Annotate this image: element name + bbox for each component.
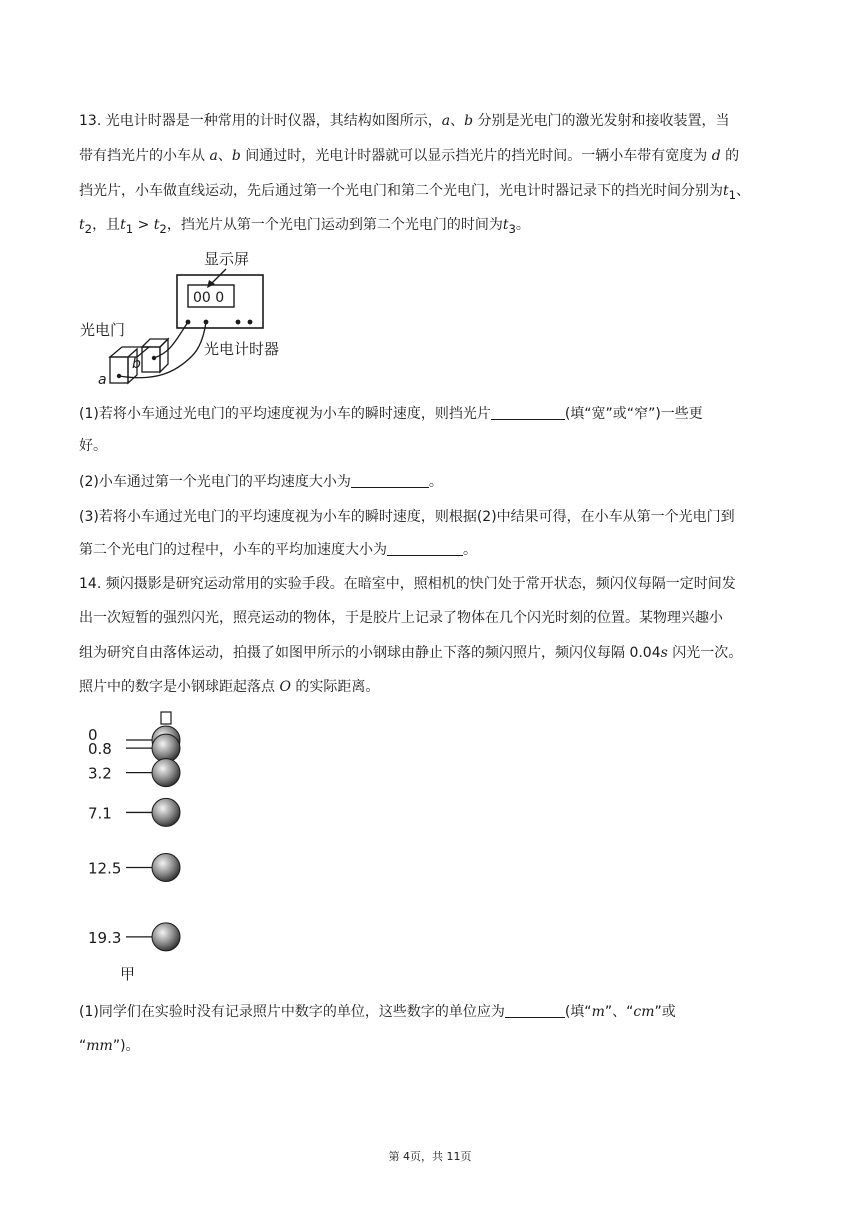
- q13-text: 的: [720, 148, 740, 164]
- q13-text: 带有挡光片的小车从: [79, 148, 210, 164]
- answer-blank[interactable]: [387, 539, 463, 556]
- q14-line-3: [79, 638, 781, 668]
- var-t2: t: [79, 217, 85, 233]
- steel-ball: [152, 734, 180, 762]
- var-a: a: [209, 148, 218, 164]
- strobe-mark: [88, 798, 180, 826]
- gate-left-front: [110, 357, 128, 383]
- strobe-mark: [88, 854, 180, 882]
- strobe-photo-figure: [80, 708, 210, 986]
- subscript: 3: [508, 221, 516, 236]
- q13-sub-1: [79, 399, 781, 429]
- q14-sub-1-cont: [79, 1031, 781, 1061]
- q13-sub-2: [79, 467, 781, 497]
- var-t2: t: [153, 217, 160, 233]
- timer-label: 光电计时器: [204, 340, 280, 358]
- q14-line-1: [79, 569, 781, 599]
- q14-text: 闪光一次。: [667, 645, 743, 661]
- separator: 、: [217, 148, 232, 164]
- q14-sub-1-hint: (填“: [564, 1004, 592, 1020]
- q13-text: 。: [515, 217, 530, 233]
- q14-sub-1-hint: ”)。: [112, 1038, 140, 1054]
- q14-sub-1: [79, 997, 781, 1027]
- q14-line-4: [79, 672, 781, 702]
- q14-sub-1-text: (1)同学们在实验时没有记录照片中数字的单位，这些数字的单位应为: [79, 1004, 505, 1020]
- answer-blank[interactable]: [351, 471, 429, 488]
- subscript: 2: [159, 221, 167, 236]
- var-t1: t: [120, 217, 126, 233]
- subscript: 1: [125, 221, 134, 236]
- distance-label: 0: [88, 726, 98, 744]
- q13-sub-3-text: 第二个光电门的过程中，小车的平均加速度大小为: [79, 542, 387, 558]
- q13-line-1: [79, 106, 781, 136]
- subscript: 2: [84, 221, 93, 236]
- q13-sub-3-cont: [79, 535, 781, 565]
- q13-text: 、: [736, 183, 751, 199]
- distance-label: 7.1: [88, 804, 112, 823]
- marks-layer: [88, 726, 180, 951]
- q13-sub-1-hint: (填“宽”或“窄”)一些更: [564, 406, 703, 422]
- figure-caption: 甲: [120, 965, 136, 983]
- var-t3: t: [502, 217, 509, 233]
- q13-line-4: [79, 210, 781, 244]
- q13-text: 。: [463, 542, 477, 558]
- label-b: b: [132, 356, 141, 372]
- q13-text: 分别是光电门的激光发射和接收装置，当: [473, 113, 730, 129]
- q14-sub-1-hint: ”或: [654, 1004, 676, 1020]
- q13-text: 13. 光电计时器是一种常用的计时仪器，其结构如图所示，: [79, 113, 442, 129]
- photogate-timer-figure: [76, 244, 306, 392]
- page-footer: 第 4页，共 11页: [388, 1150, 472, 1163]
- var-t1: t: [723, 183, 729, 199]
- steel-ball: [152, 759, 180, 787]
- var-b: b: [231, 148, 241, 164]
- release-holder: [161, 712, 171, 724]
- q14-sub-1-hint: “: [79, 1038, 87, 1054]
- q14-text: 的实际距离。: [290, 679, 380, 695]
- q13-sub-3-text: (3)若将小车通过光电门的平均速度视为小车的瞬时速度，则根据(2)中结果可得，在小车从第一个光电门到: [79, 509, 735, 525]
- screen-label: 显示屏: [204, 250, 250, 268]
- display-readout: 00 0: [193, 290, 225, 306]
- distance-label: 12.5: [88, 859, 122, 878]
- q13-sub-1-text: 好。: [79, 438, 107, 454]
- q14-sub-1-hint: ”、“: [604, 1004, 634, 1020]
- var-d: d: [711, 148, 721, 164]
- q14-text: 组为研究自由落体运动，拍摄了如图甲所示的小钢球由静止下落的频闪照片，频闪仪每隔 0.04: [79, 645, 661, 661]
- steel-ball: [152, 854, 180, 882]
- strobe-mark: [88, 923, 180, 951]
- unit-mm: mm: [86, 1038, 113, 1054]
- distance-label: 19.3: [88, 928, 122, 947]
- q13-text: 挡光片，小车做直线运动，先后通过第一个光电门和第二个光电门，光电计时器记录下的挡光时间分别为: [79, 183, 723, 199]
- screen-arrow: [211, 269, 226, 284]
- unit-s: s: [660, 645, 668, 661]
- answer-blank[interactable]: [491, 403, 565, 420]
- unit-cm: cm: [633, 1004, 655, 1020]
- q14-text: 14. 频闪摄影是研究运动常用的实验手段。在暗室中，照相机的快门处于常开状态，频闪仪每隔一定时间发: [79, 576, 736, 592]
- q13-text: 间通过时，光电计时器就可以显示挡光片的挡光时间。一辆小车带有宽度为: [240, 148, 712, 164]
- unit-m: m: [591, 1004, 605, 1020]
- q14-text: 照片中的数字是小钢球距起落点: [79, 679, 280, 695]
- var-a: a: [441, 113, 451, 129]
- gate-label: 光电门: [80, 321, 126, 339]
- label-a: a: [98, 372, 107, 388]
- var-b: b: [464, 113, 474, 129]
- q13-sub-1-cont: [79, 431, 781, 461]
- q13-sub-2-text: (2)小车通过第一个光电门的平均速度大小为: [79, 474, 351, 490]
- strobe-mark: [88, 734, 180, 762]
- q13-line-3: [79, 176, 781, 210]
- greater-than: >: [133, 217, 154, 233]
- q13-text: ，挡光片从第一个光电门运动到第二个光电门的时间为: [166, 217, 503, 233]
- answer-blank[interactable]: [505, 1001, 565, 1018]
- gate-right-side: [160, 339, 168, 372]
- q13-sub-1-text: (1)若将小车通过光电门的平均速度视为小车的瞬时速度，则挡光片: [79, 406, 491, 422]
- separator: 、: [450, 113, 465, 129]
- steel-ball: [152, 923, 180, 951]
- terminal-dot: [248, 320, 253, 325]
- q13-sub-3: [79, 502, 781, 532]
- distance-label: 0.8: [88, 740, 112, 759]
- steel-ball: [152, 798, 180, 826]
- point-o: O: [279, 679, 291, 695]
- terminal-dot: [236, 320, 241, 325]
- q13-text: 。: [428, 474, 443, 490]
- q14-line-2: [79, 603, 781, 633]
- q13-line-2: [79, 141, 781, 171]
- subscript: 1: [728, 187, 737, 202]
- distance-label: 3.2: [88, 764, 112, 783]
- q14-text: 出一次短暂的强烈闪光，照亮运动的物体，于是胶片上记录了物体在几个闪光时刻的位置。某物理兴趣小: [79, 610, 723, 626]
- q13-text: ，且: [92, 217, 121, 233]
- strobe-mark: [88, 759, 180, 787]
